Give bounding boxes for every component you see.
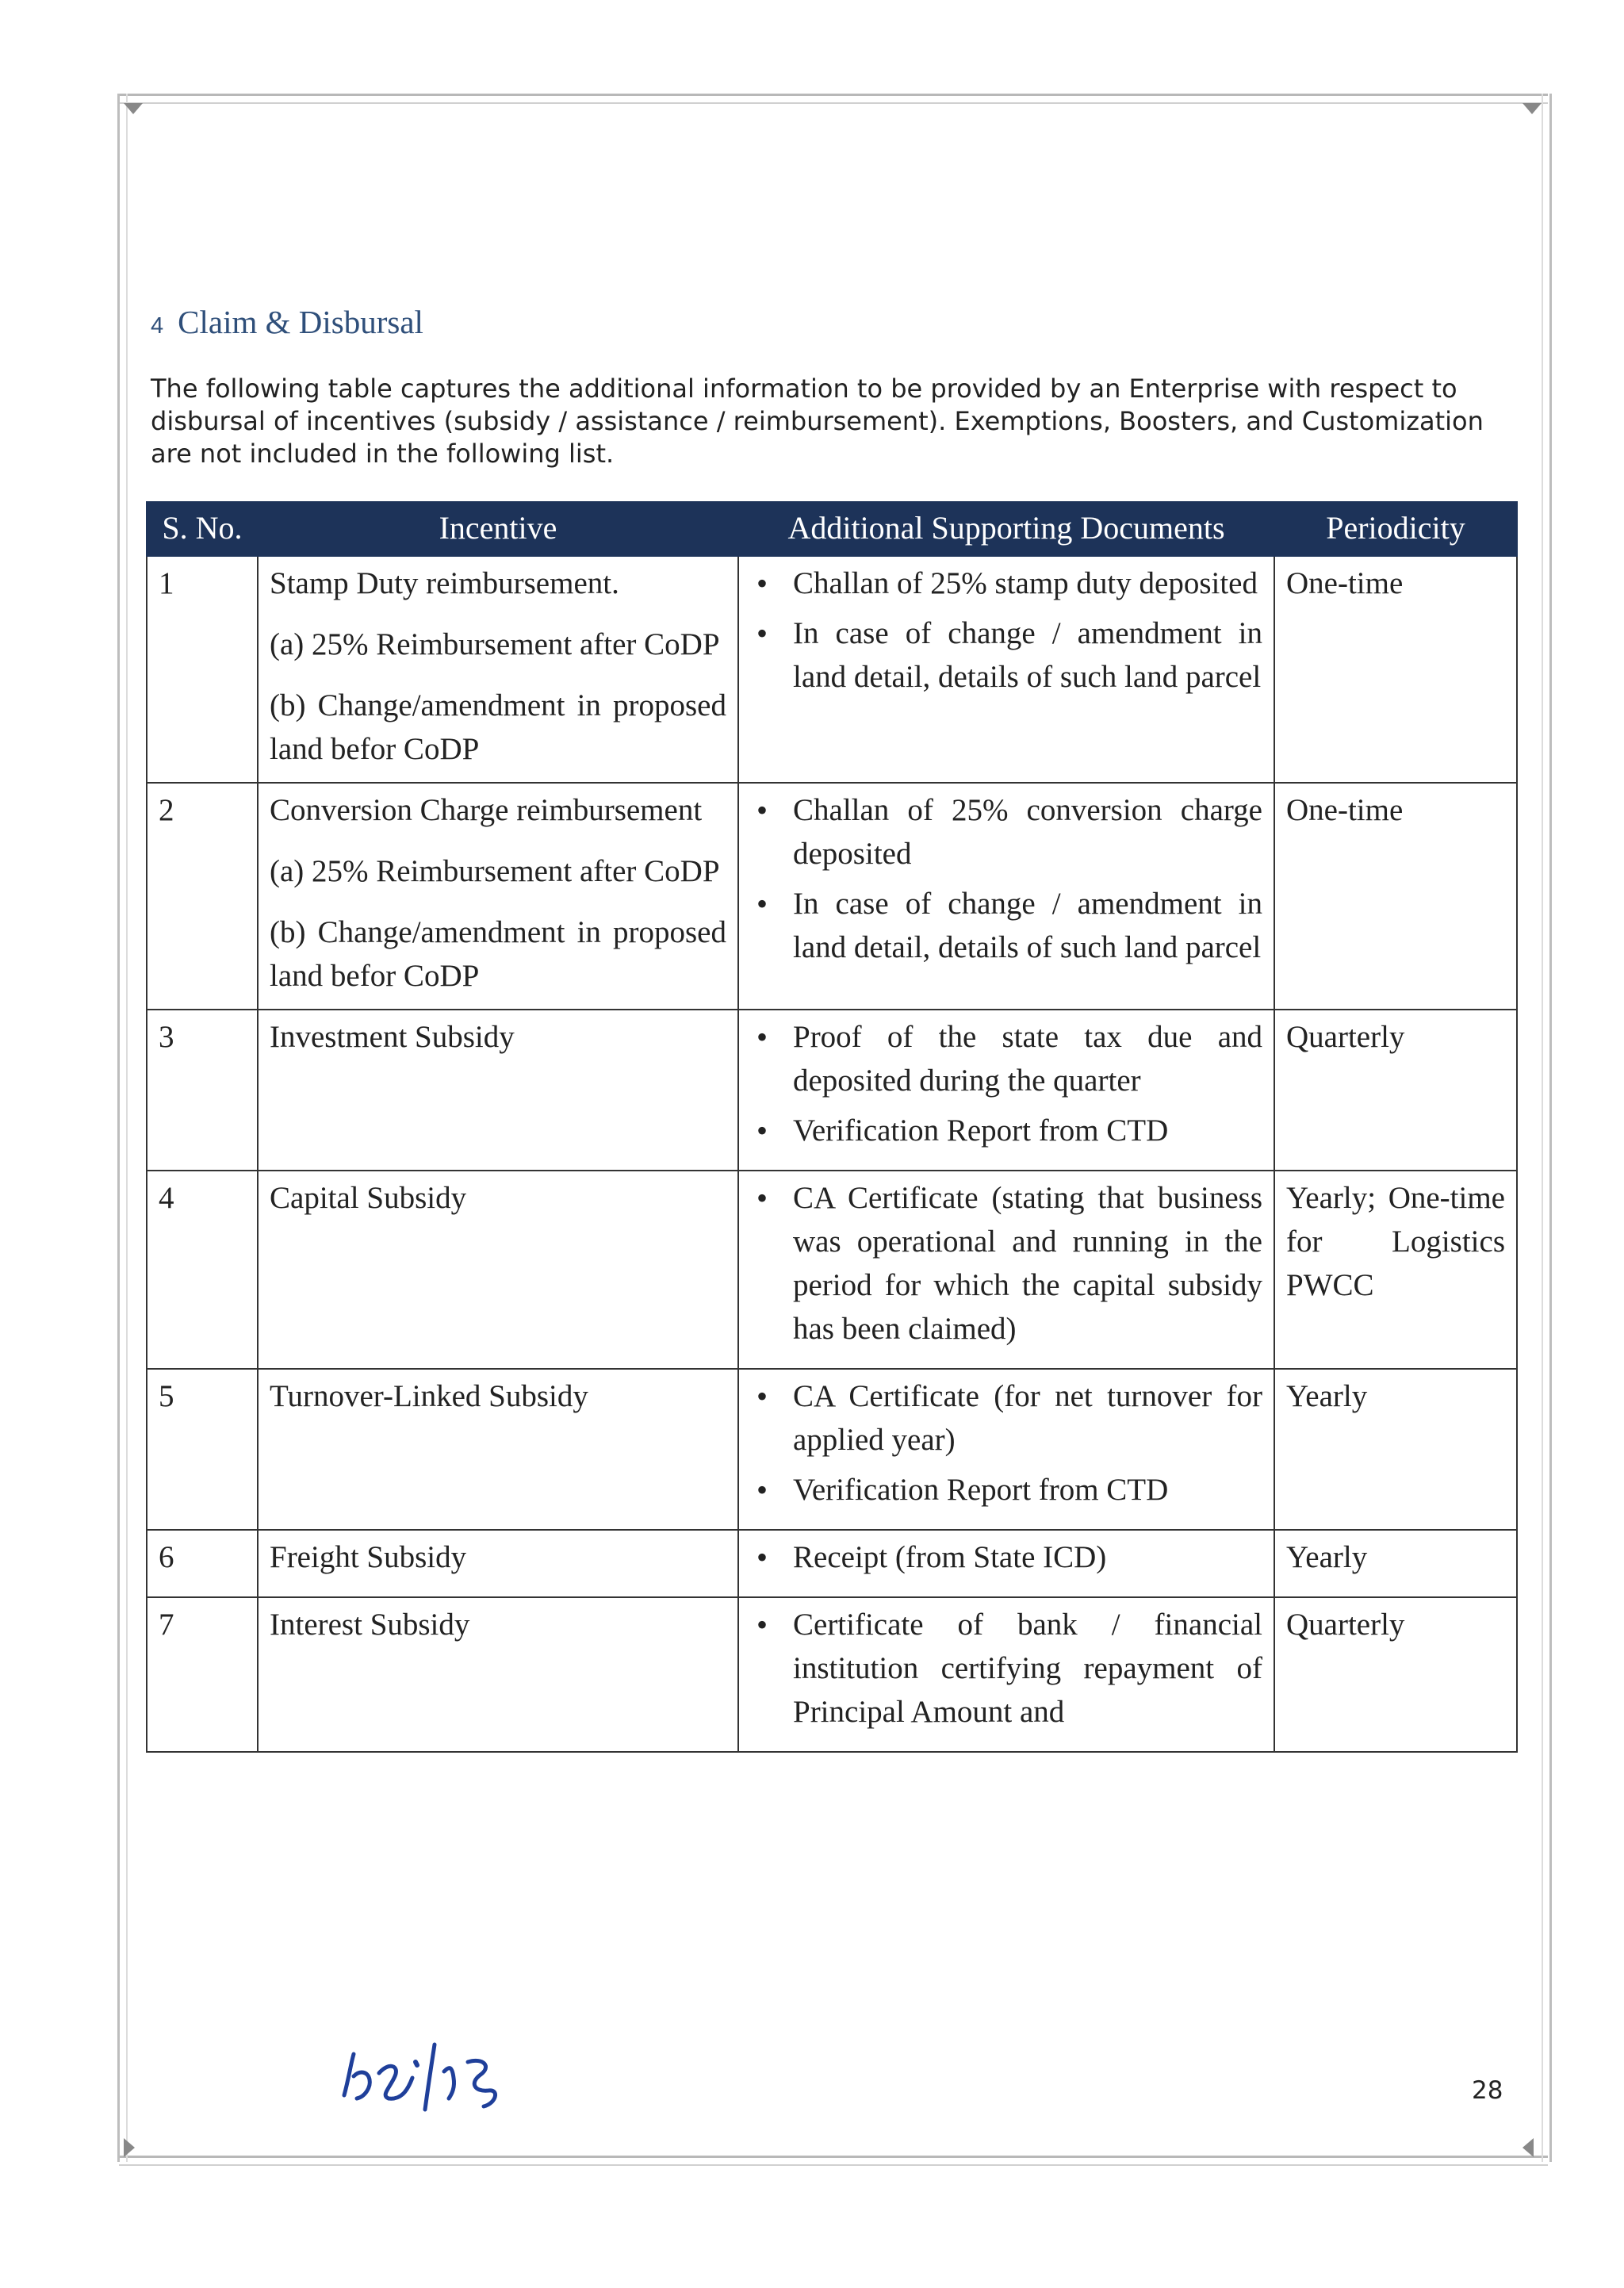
cell-incentive [258,1010,738,1171]
header-documents: Additional Supporting Documents [738,502,1274,556]
header-periodicity: Periodicity [1274,502,1517,556]
intro-paragraph: The following table captures the additional information to be provided by an Enterprise with respect to disbursal of incentives (subsidy / assistance / reimbursement). Exemptions, Boosters, and Customization are not included in the following list. [151,374,1484,469]
incentive-line: (b) Change/amendment in proposed land befor CoDP [270,915,726,993]
incentive-line: Freight Subsidy [270,1540,467,1574]
corner-mark-top-left [124,103,143,114]
cell-documents [738,556,1274,783]
incentive-line: Conversion Charge reimbursement [270,793,703,827]
table-row [147,1530,1517,1597]
section-title: Claim & Disbursal [178,304,423,340]
documents-list [750,1176,1262,1351]
cell-sno: 1 [147,556,258,783]
documents-list [750,1374,1262,1512]
cell-sno: 3 [147,1010,258,1171]
table-row [147,783,1517,1010]
cell-documents [738,1010,1274,1171]
documents-list [750,1535,1262,1579]
page-border-right [1542,94,1552,2162]
cell-periodicity: Yearly [1274,1369,1517,1530]
cell-periodicity: Quarterly [1274,1597,1517,1752]
header-sno: S. No. [147,502,258,556]
cell-documents [738,1597,1274,1752]
documents-list [750,561,1262,699]
document-item: • CA Certificate (for net turnover for applied year) [793,1374,1262,1462]
incentive-line: Turnover-Linked Subsidy [270,1379,588,1413]
document-item: • In case of change / amendment in land detail, details of such land parcel [793,611,1262,699]
cell-periodicity: One-time [1274,556,1517,783]
table-row [147,1369,1517,1530]
document-item: • Proof of the state tax due and deposited during the quarter [793,1015,1262,1102]
incentive-line: (a) 25% Reimbursement after CoDP [270,627,720,661]
cell-documents [738,1171,1274,1369]
cell-incentive [258,1369,738,1530]
corner-mark-bottom-left [124,2138,135,2157]
document-item: • Challan of 25% conversion charge deposited [793,788,1262,876]
document-item: • Challan of 25% stamp duty deposited [793,561,1262,605]
document-item: • Verification Report from CTD [793,1109,1262,1152]
page-border-top [119,94,1548,104]
cell-incentive [258,1171,738,1369]
page-border-left [117,94,128,2162]
document-item: • Verification Report from CTD [793,1468,1262,1512]
page-number: 28 [1472,2076,1503,2105]
section-number: 4 [151,313,164,339]
cell-sno: 7 [147,1597,258,1752]
incentive-line: (b) Change/amendment in proposed land befor CoDP [270,688,726,766]
cell-sno: 6 [147,1530,258,1597]
document-item: • Receipt (from State ICD) [793,1535,1262,1579]
cell-sno: 5 [147,1369,258,1530]
cell-documents [738,1369,1274,1530]
corner-mark-top-right [1522,103,1542,114]
table-row [147,1597,1517,1752]
table-header-row [147,502,1517,556]
cell-periodicity: Yearly [1274,1530,1517,1597]
cell-periodicity: Quarterly [1274,1010,1517,1171]
incentive-line: Interest Subsidy [270,1608,470,1642]
document-item: • CA Certificate (stating that business was operational and running in the period for which the capital subsidy has been claimed) [793,1176,1262,1351]
table-row [147,556,1517,783]
cell-documents [738,1530,1274,1597]
incentive-line: Investment Subsidy [270,1020,515,1054]
table-row [147,1010,1517,1171]
incentive-line: Capital Subsidy [270,1181,467,1215]
corner-mark-bottom-right [1522,2138,1534,2157]
cell-periodicity: One-time [1274,783,1517,1010]
cell-incentive [258,1530,738,1597]
cell-sno: 4 [147,1171,258,1369]
documents-list [750,1603,1262,1734]
page-border-bottom [119,2156,1548,2166]
incentive-table [146,501,1518,1753]
incentive-line: Stamp Duty reimbursement. [270,566,619,600]
documents-list [750,1015,1262,1152]
handwritten-signature [333,2030,523,2117]
documents-list [750,788,1262,969]
cell-documents [738,783,1274,1010]
document-item: • Certificate of bank / financial institution certifying repayment of Principal Amount and [793,1603,1262,1734]
cell-periodicity: Yearly; One-time for Logistics PWCC [1274,1171,1517,1369]
header-incentive: Incentive [258,502,738,556]
cell-incentive [258,556,738,783]
cell-incentive [258,1597,738,1752]
document-item: • In case of change / amendment in land detail, details of such land parcel [793,882,1262,969]
cell-sno: 2 [147,783,258,1010]
incentive-line: (a) 25% Reimbursement after CoDP [270,854,720,888]
section-heading [151,303,423,341]
table-row [147,1171,1517,1369]
cell-incentive [258,783,738,1010]
